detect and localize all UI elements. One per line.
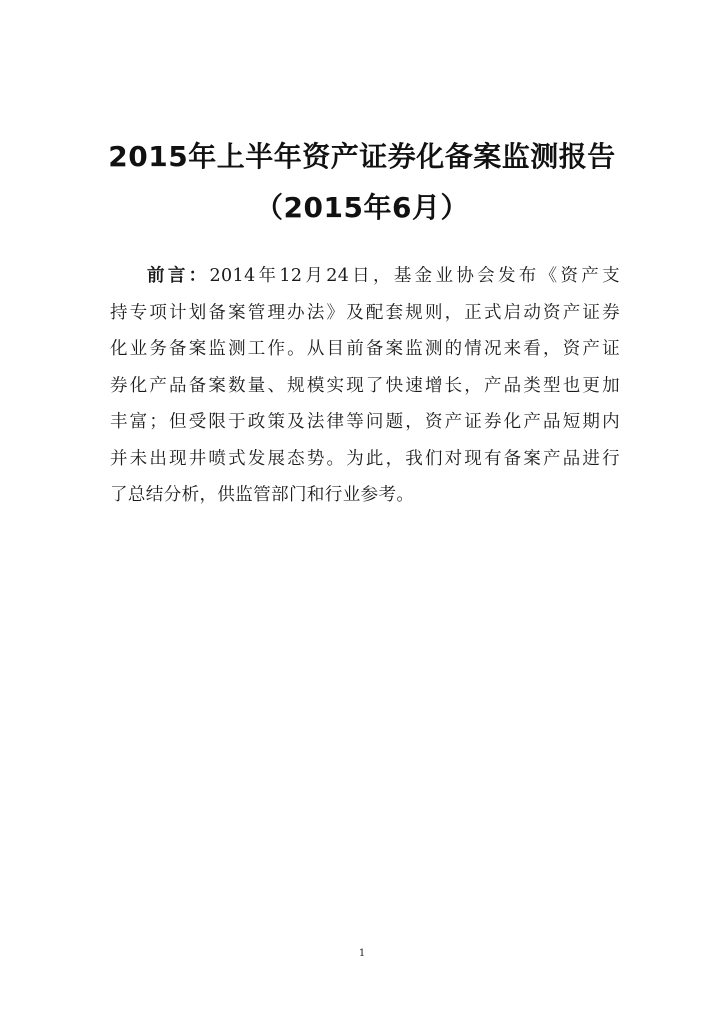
page-number: 1: [358, 948, 366, 959]
preface-line-3: 化业务备案监测工作。从目前备案监测的情况来看，资产证: [110, 339, 620, 359]
report-date-subtitle: （2015年6月）: [255, 191, 469, 224]
preface-line-2: 持专项计划备案管理办法》及配套规则，正式启动资产证券: [110, 302, 620, 323]
preface-line-5: 丰富；但受限于政策及法律等问题，资产证券化产品短期内: [110, 412, 620, 432]
preface-line-1: [110, 258, 620, 295]
preface-paragraph: [110, 258, 620, 514]
preface-line-1-text: 2014年12月24日，基金业协会发布《资产支: [209, 266, 620, 286]
preface-line-6: 并未出现井喷式发展态势。为此，我们对现有备案产品进行: [110, 448, 620, 469]
preface-line-4: 券化产品备案数量、规模实现了快速增长，产品类型也更加: [110, 375, 620, 396]
report-title: 2015年上半年资产证券化备案监测报告: [108, 140, 616, 173]
preface-line-7: 了总结分析，供监管部门和行业参考。: [110, 485, 415, 505]
preface-lead: 前言：: [147, 266, 210, 286]
